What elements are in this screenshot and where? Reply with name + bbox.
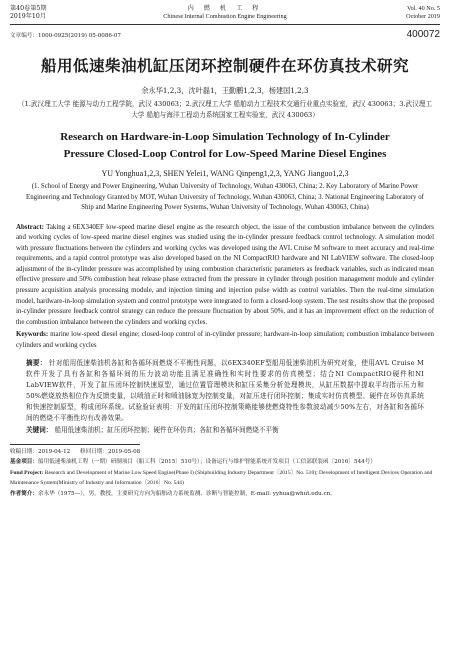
title-en (10, 129, 440, 163)
abstract-en-text: Taking a 6EX340EF low-speed marine diesel engine as the research object, the issue of the combustion imbalance between the cylinders and working cycles of low-speed marine diesel engines was studied using the in-cylinder pressure feedback control technology. A simulation model with pressure fluctuations between the cylinders and working cycles was developed using the AVL Cruise M software to meet accuracy and real-time requirements, and a rapid control prototype was also developed based on the NI CompactRIO hardware and NI LabVIEW software. The closed-loop adjustment of the in-cylinder pressure was accomplished by using combustion characteristic parameters as feedback variables, such as indicated mean effective pressure and 50% combustion heat release phase extracted from the pressure in cylinder through position management module and cylinder pressure acquisition analysis processing module, and injection timing and injection pulse width as control variables. Then the real-time simulation model, hardware-in-loop simulation system and control prototype were integrated to form a closed-loop system. The test results show that the proposed in-cylinder pressure feedback control strategy can reduce the pressure fluctuation by about 50%, and it has an improvement effect on the reduction of the combustion imbalance between the cylinders and working cycles. (16, 223, 434, 326)
article-number: 400072 (406, 29, 440, 40)
keywords-cn-text: 船用低速柴油机；缸压闭环控制；硬件在环仿真；各缸和各循环间燃烧不平衡 (54, 425, 279, 434)
running-head-right (320, 5, 440, 21)
author-bio-text: 余永华（1975—），男，教授，主要研究方向为船舶动力系统监测、诊断与智能控制，E-mail: yyhua@whut.edu.cn。 (37, 490, 336, 497)
abstract-cn (10, 358, 440, 424)
article-info (10, 29, 440, 40)
running-head-center (130, 5, 320, 21)
fund-cn (10, 457, 440, 468)
date-cn: 2019年10月 (10, 13, 46, 20)
abstract-cn-text: 针对船用低速柴油机各缸和各循环间燃烧不平衡性问题，以6EX340EF型船用低速柴油机为研究对象，使用AVL Cruise M软件开发了具有各缸和各循环间的压力波动功能且满足准确性和实时性要求的仿真模型；结合NI CompactRIO硬件和NI LabVIEW软件，开发了缸压闭环控制快速原型，通过位置管理模块和缸压采集分析处理模块，从缸压数据中提取平均指示压力和50%燃烧放热相位作为反馈变量，以喷油正时和喷油脉宽为控制变量，对缸压进行闭环控制；集成实时仿真模型、硬件在环仿真系统和快速控制原型，构成闭环系统。试验验证表明：开发的缸压闭环控制策略能够使燃烧特性参数波动减少50%左右，对各缸和各循环间的燃烧不平衡性均有改善效果。 (26, 358, 424, 422)
fund-en-text: Research and Development of Marine Low Speed Engine(Phase I) (Shipbuilding Industry Department〔2015〕No. 510); Development of Intelligent Devices Operation and Maintenance System(Ministry of Industry and Information〔2016〕No. 544) (10, 469, 433, 487)
keywords-en-text: marine low-speed diesel engine; closed-loop control of in-cylinder pressure; hardware-in-loop simulation; combustion imbalance between cylinders and working cycles (16, 331, 434, 350)
header-rule (10, 24, 440, 25)
journal-name-en: Chinese Internal Combustion Engine Engineering (163, 13, 287, 20)
fund-cn-text: 船用低速柴油机工程（一期）研制项目（船工科〔2015〕510号）；设备运行与维护智能系统开发项目（工信部联装函〔2016〕544号） (37, 459, 376, 466)
volume-en: Vol. 40 No. 5 (406, 5, 440, 12)
revised-date: 修回日期：2019-05-08 (80, 448, 141, 455)
title-en-line1: Research on Hardware-in-Loop Simulation Technology of In-Cylinder (60, 131, 390, 143)
dates-line (10, 447, 440, 458)
keywords-en-label: Keywords: (16, 331, 49, 339)
article-number-label: 文章编号：1000-0925(2019) 05-0086-07 (10, 33, 121, 39)
abstract-en-label: Abstract: (16, 223, 44, 231)
authors-en: YU Yonghua1,2,3, SHEN Yelei1, WANG Qinpeng1,2,3, YANG Jianguo1,2,3 (101, 169, 349, 178)
title-cn: 船用低速柴油机缸压闭环控制硬件在环仿真技术研究 (40, 57, 409, 75)
affiliation-en: (1. School of Energy and Power Engineering, Wuhan University of Technology, Wuhan 430063, China; 2. Key Laboratory of Marine Power Engineering and Technology Granted by MOT, Wuhan University of Technology, Wuhan 430063, China; 3. National Engineering Laboratory of Ship and Marine Engineering Power Systems, Wuhan University of Technology, Wuhan 430063, China) (26, 183, 424, 211)
affiliation-cn: （1.武汉理工大学 能源与动力工程学院，武汉 430063；2.武汉理工大学 船舶动力工程技术交通行业重点实验室，武汉 430063；3.武汉理工大学 船舶与海洋工程动力系统国家工程实验室，武汉 430063） (18, 100, 432, 119)
running-head (10, 0, 440, 21)
fund-en-label: Fund Project: (10, 469, 44, 476)
footnotes (10, 447, 440, 500)
volume-cn: 第40卷第5期 (10, 5, 47, 12)
running-head-left (10, 5, 130, 21)
keywords-cn-label: 关键词： (26, 425, 53, 434)
fund-cn-label: 基金项目： (10, 459, 38, 466)
keywords-en (10, 330, 440, 351)
author-bio-label: 作者简介： (10, 490, 38, 497)
abstract-cn-label: 摘要： (26, 358, 47, 367)
journal-name-cn: 内 燃 机 工 程 (187, 5, 263, 12)
keywords-cn (10, 425, 440, 436)
fund-en (10, 468, 440, 489)
title-en-line2: Pressure Closed-Loop Control for Low-Speed Marine Diesel Engines (63, 148, 387, 160)
author-bio (10, 489, 440, 500)
footnote-rule (10, 444, 140, 445)
abstract-en (10, 223, 440, 329)
authors-cn: 余永华1,2,3，沈叶磊1，王勤鹏1,2,3，杨建国1,2,3 (141, 86, 309, 95)
date-en: October 2019 (406, 13, 440, 20)
received-date: 收稿日期：2019-04-12 (10, 448, 71, 455)
